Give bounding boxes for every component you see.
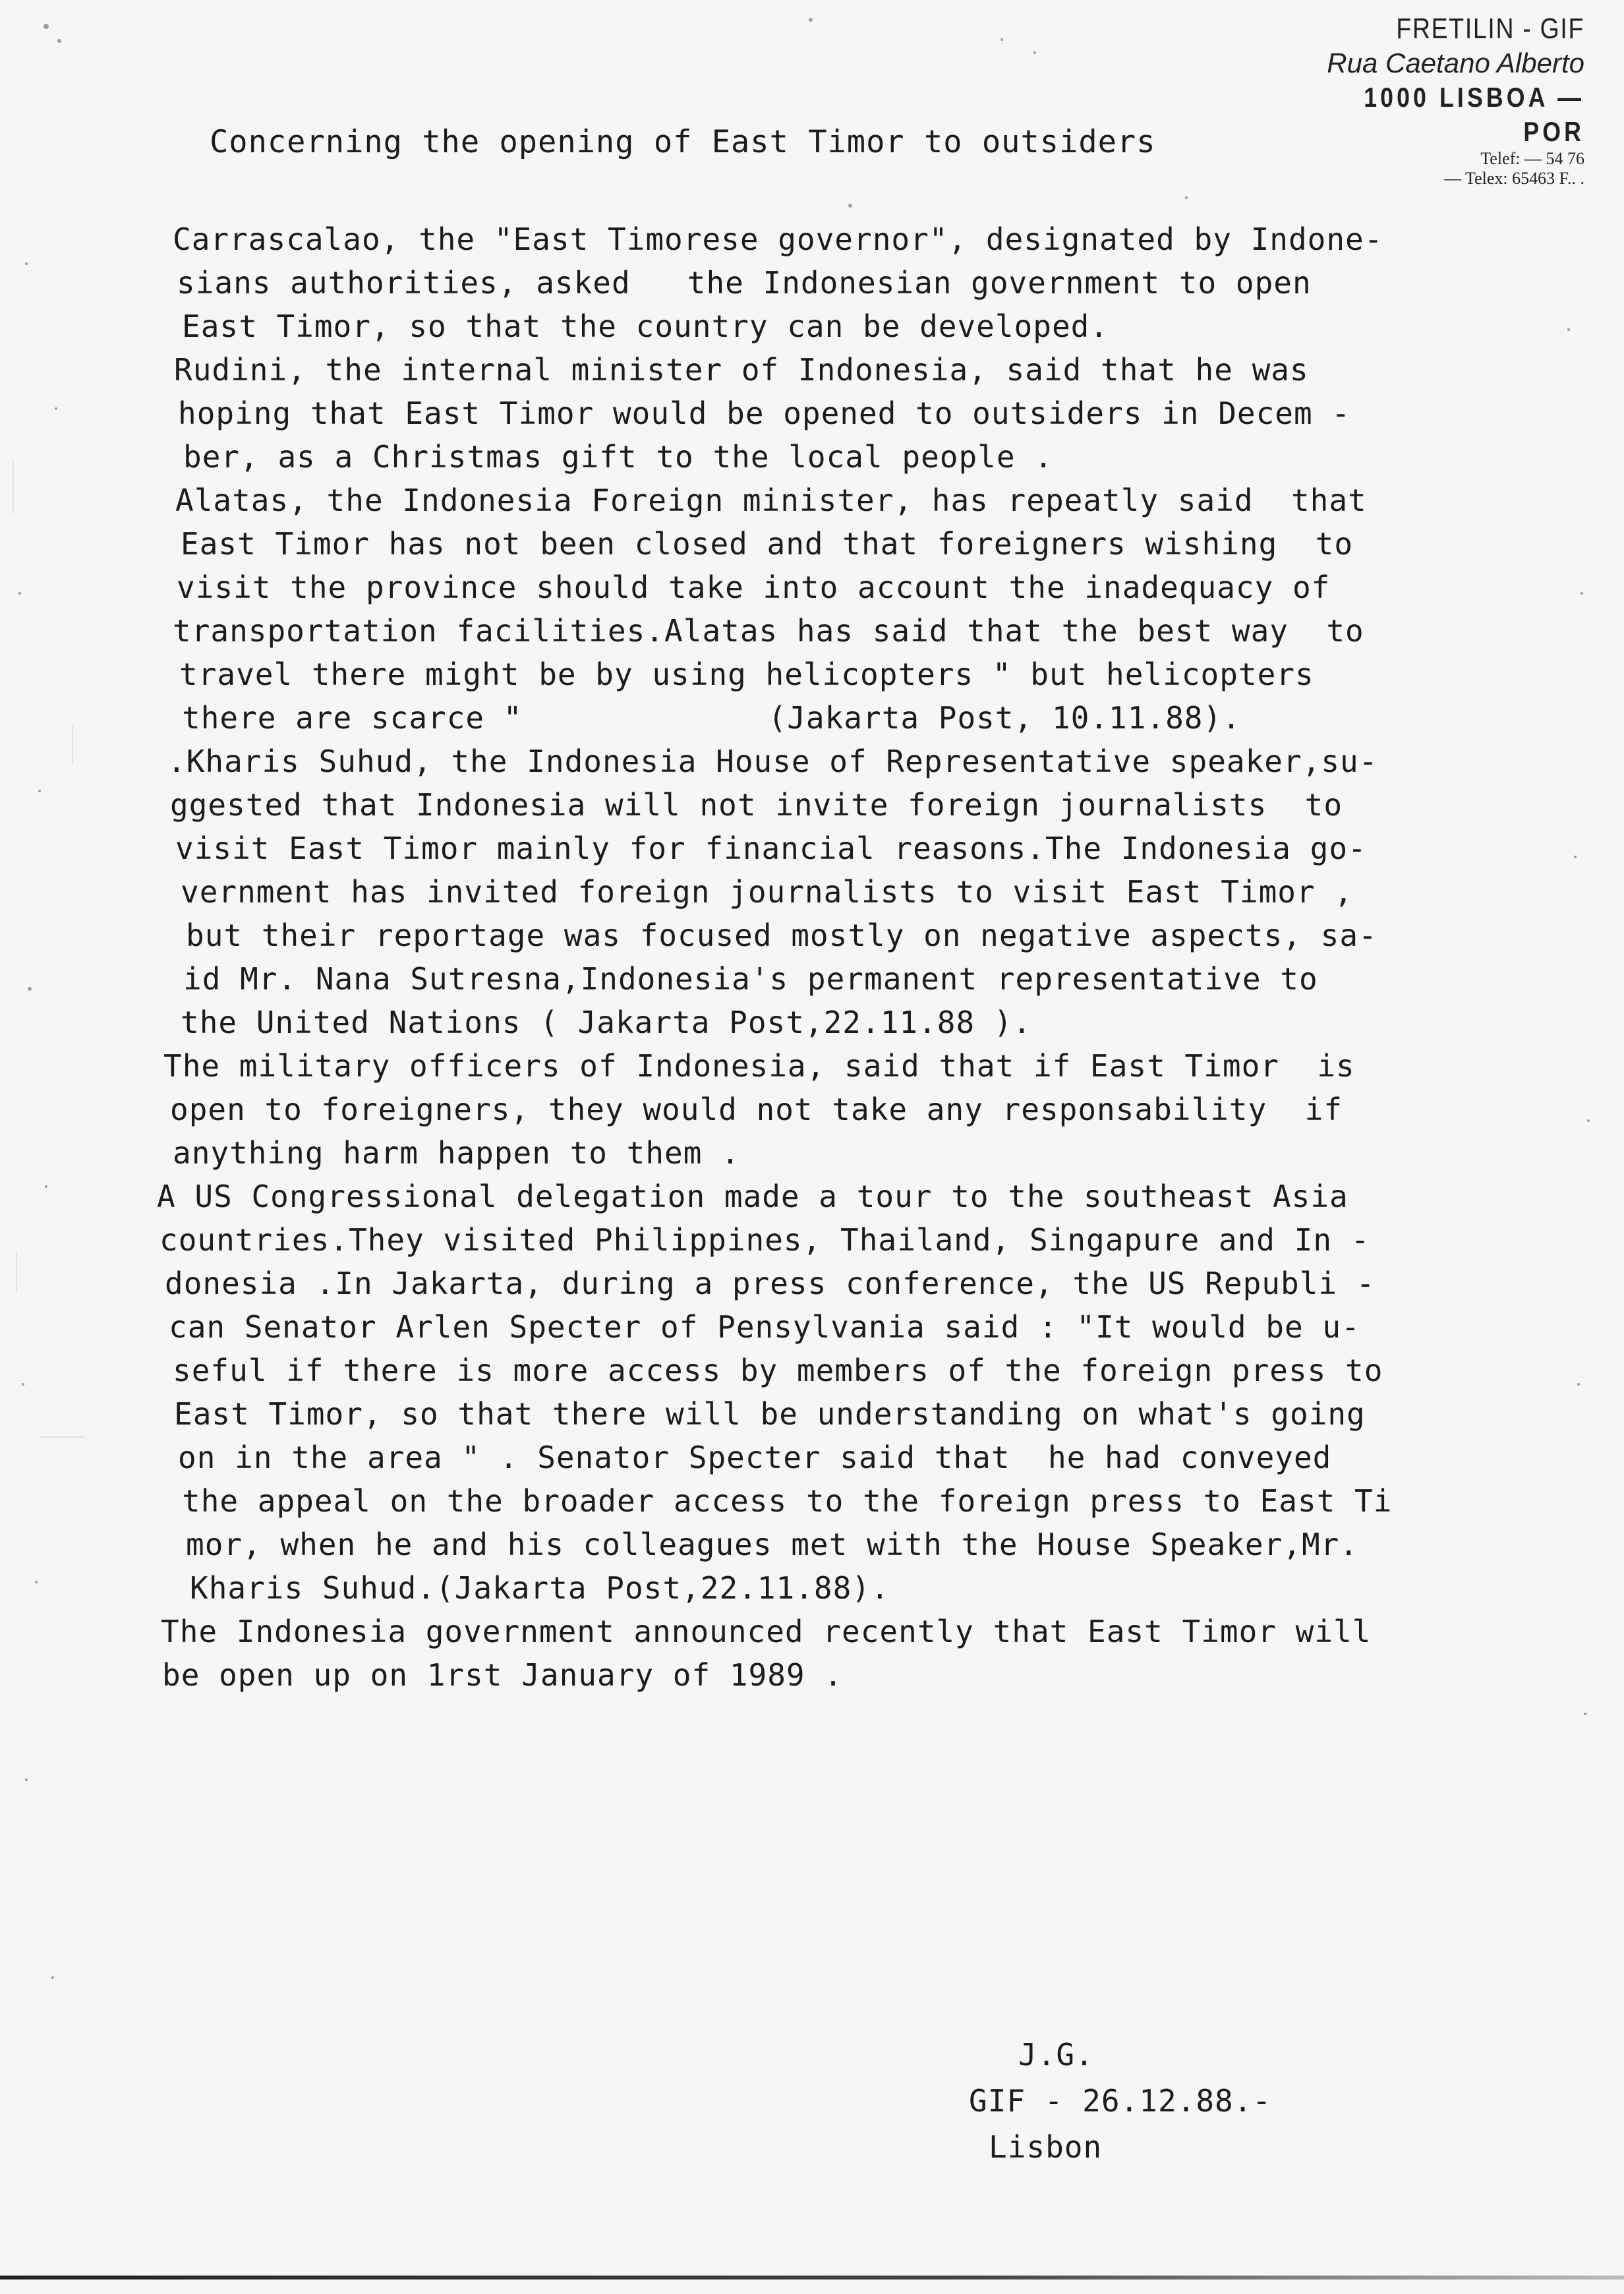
body-line: vernment has invited foreign journalists to visit East Timor ,	[181, 874, 1354, 910]
body-line: A US Congressional delegation made a tour to the southeast Asia	[157, 1179, 1348, 1214]
stamp-org: FRETILIN - GIF	[1396, 13, 1584, 45]
letterhead-stamp	[1242, 12, 1584, 189]
body-line: Carrascalao, the "East Timorese governor", designated by Indone-	[173, 221, 1383, 257]
signature-initials: J.G.	[1018, 2037, 1094, 2073]
body-line: seful if there is more access by members of the foreign press to	[173, 1353, 1383, 1388]
stamp-telex: — Telex: 65463 F.. .	[1443, 169, 1584, 188]
body-line: East Timor, so that there will be understanding on what's going	[174, 1396, 1366, 1432]
stamp-city: 1000 LISBOA — POR	[1364, 82, 1584, 147]
body-line: anything harm happen to them .	[173, 1135, 740, 1171]
body-line: ggested that Indonesia will not invite foreign journalists to	[170, 787, 1343, 823]
body-line: sians authorities, asked the Indonesian government to open	[177, 265, 1312, 301]
body-line: .Kharis Suhud, the Indonesia House of Representative speaker,su-	[167, 744, 1378, 779]
body-line: on in the area " . Senator Specter said that he had conveyed	[178, 1440, 1332, 1475]
body-line: but their reportage was focused mostly on negative aspects, sa-	[186, 918, 1378, 953]
document-title: Concerning the opening of East Timor to outsiders	[210, 124, 1156, 160]
body-line: Kharis Suhud.(Jakarta Post,22.11.88).	[190, 1570, 890, 1606]
body-line: mor, when he and his colleagues met with the House Speaker,Mr.	[186, 1527, 1359, 1562]
signature-dateline: GIF - 26.12.88.-	[969, 2083, 1272, 2119]
body-line: East Timor, so that the country can be developed.	[182, 309, 1109, 344]
signature-place: Lisbon	[989, 2129, 1103, 2165]
body-line: The military officers of Indonesia, said that if East Timor is	[163, 1048, 1355, 1084]
body-line: transportation facilities.Alatas has said that the best way to	[173, 613, 1364, 649]
body-line: ber, as a Christmas gift to the local people .	[183, 439, 1053, 475]
body-line: there are scarce " (Jakarta Post, 10.11.88).	[182, 700, 1241, 736]
stamp-street: Rua Caetano Alberto	[1327, 47, 1584, 78]
body-line: travel there might be by using helicopters " but helicopters	[179, 657, 1314, 692]
body-line: visit the province should take into account the inadequacy of	[177, 570, 1331, 605]
body-line: Alatas, the Indonesia Foreign minister, has repeatly said that	[175, 483, 1367, 518]
body-line: East Timor has not been closed and that foreigners wishing to	[181, 526, 1354, 562]
body-line: id Mr. Nana Sutresna,Indonesia's permanent representative to	[183, 961, 1318, 997]
body-line: donesia .In Jakarta, during a press conference, the US Republi -	[165, 1266, 1376, 1301]
body-line: be open up on 1rst January of 1989 .	[162, 1657, 843, 1693]
stamp-telef: Telef: — 54 76	[1480, 149, 1584, 168]
body-line: countries.They visited Philippines, Thailand, Singapure and In -	[160, 1222, 1370, 1258]
bottom-scan-edge	[0, 2276, 1624, 2279]
document-body	[157, 218, 1548, 1697]
body-line: The Indonesia government announced recently that East Timor will	[161, 1614, 1372, 1649]
body-line: the appeal on the broader access to the foreign press to East Ti	[182, 1483, 1393, 1519]
body-line: open to foreigners, they would not take any responsability if	[170, 1092, 1343, 1127]
body-line: the United Nations ( Jakarta Post,22.11.88 ).	[181, 1005, 1032, 1040]
body-line: visit East Timor mainly for financial reasons.The Indonesia go-	[175, 831, 1367, 866]
body-line: can Senator Arlen Specter of Pensylvania said : "It would be u-	[169, 1309, 1360, 1345]
body-line: Rudini, the internal minister of Indonesia, said that he was	[174, 352, 1309, 388]
body-line: hoping that East Timor would be opened to outsiders in Decem -	[178, 396, 1351, 431]
